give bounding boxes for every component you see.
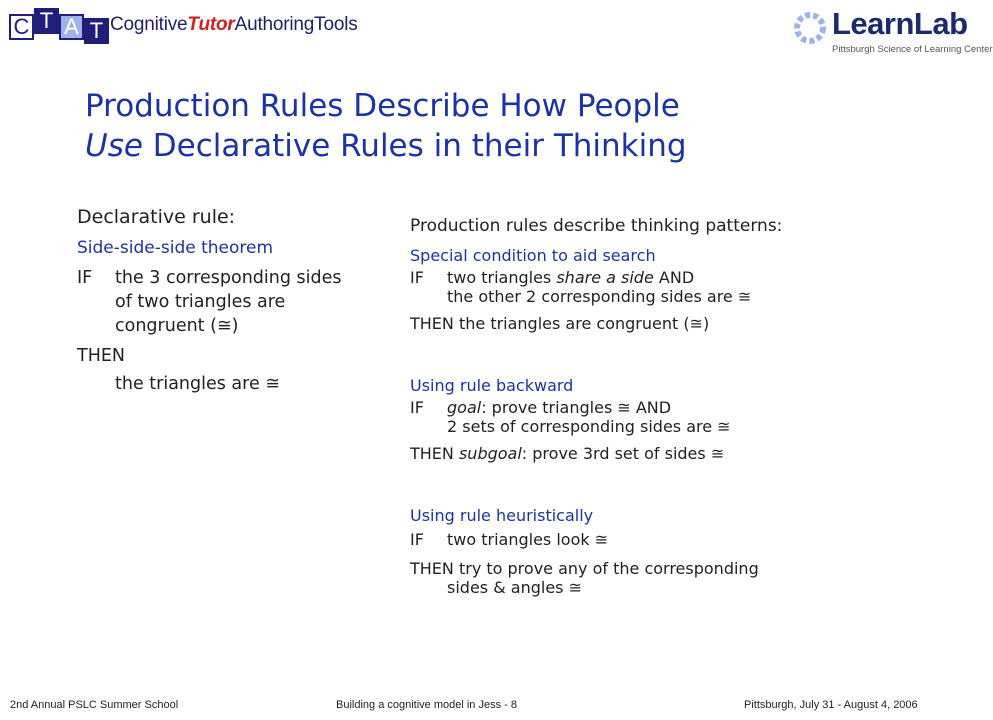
slide-title	[85, 86, 687, 166]
section-2-then-pre: THEN	[410, 444, 459, 463]
declarative-rule-panel	[77, 206, 407, 394]
section-1-then: THEN the triangles are congruent (≅)	[410, 314, 710, 333]
section-2-if-line-2: 2 sets of corresponding sides are ≅	[447, 417, 731, 436]
section-3-label: Using rule heuristically	[410, 506, 594, 525]
rule-name: Side-side-side theorem	[77, 238, 274, 258]
section-special-condition	[410, 246, 751, 333]
section-3-then: THEN try to prove any of the corresponding	[410, 559, 759, 578]
footer-event: 2nd Annual PSLC Summer School	[10, 699, 179, 711]
ctat-brand-text	[110, 14, 358, 36]
declarative-heading: Declarative rule:	[77, 206, 236, 228]
if-condition	[115, 266, 342, 338]
production-rules-heading: Production rules describe thinking patterns:	[410, 216, 783, 236]
learnlab-logo	[790, 6, 993, 64]
brand-authoring-tools: AuthoringTools	[234, 14, 358, 35]
if-condition-line-2: of two triangles are	[115, 292, 286, 312]
section-1-if-em: share a side	[556, 268, 654, 287]
section-2-if-kw: IF	[410, 398, 424, 417]
section-1-if-line-2: the other 2 corresponding sides are ≅	[447, 287, 752, 306]
title-line-1: Production Rules Describe How People	[85, 88, 680, 124]
brand-tutor: Tutor	[187, 14, 235, 35]
declarative-if-clause	[77, 266, 407, 338]
section-2-if	[410, 398, 731, 417]
footer-location-date: Pittsburgh, July 31 - August 4, 2006	[744, 699, 918, 711]
section-2-then	[410, 444, 731, 463]
section-1-if-pre: two triangles	[447, 268, 557, 287]
if-condition-line-1: the 3 corresponding sides	[115, 268, 342, 288]
section-2-then-post: : prove 3rd set of sides ≅	[521, 444, 725, 463]
section-heuristic	[410, 506, 759, 597]
title-use-emphasis: Use	[85, 128, 143, 164]
section-1-if-post: AND	[653, 268, 695, 287]
footer-slide-title: Building a cognitive model in Jess - 8	[336, 699, 517, 711]
section-2-then-em: subgoal	[458, 444, 522, 463]
section-3-if-text: two triangles look ≅	[447, 530, 609, 549]
section-3-if-kw: IF	[410, 530, 424, 549]
ctat-letter-c: C	[9, 14, 34, 40]
section-3-if	[410, 530, 759, 549]
learnlab-subtitle: Pittsburgh Science of Learning Center	[832, 44, 993, 55]
section-1-label: Special condition to aid search	[410, 246, 656, 265]
then-keyword: THEN	[77, 346, 125, 366]
brand-cognitive: Cognitive	[110, 14, 188, 35]
ctat-letter-t2: T	[84, 18, 109, 44]
section-1-if-kw: IF	[410, 268, 424, 287]
section-2-if-post: : prove triangles ≅ AND	[481, 398, 672, 417]
if-condition-line-3: congruent (≅)	[115, 316, 239, 336]
section-2-if-em: goal	[447, 398, 482, 417]
section-2-label: Using rule backward	[410, 376, 574, 395]
ctat-letter-a: A	[59, 14, 84, 40]
ctat-letter-t: T	[34, 8, 59, 34]
section-backward	[410, 376, 731, 463]
section-1-if	[410, 268, 751, 287]
title-line-2-rest: Declarative Rules in their Thinking	[142, 128, 687, 164]
section-3-then-line-2: sides & angles ≅	[447, 578, 582, 597]
title-line-2	[85, 126, 687, 166]
then-conclusion: the triangles are ≅	[115, 374, 280, 394]
learnlab-wordmark: LearnLab	[832, 6, 968, 41]
if-keyword: IF	[77, 268, 93, 288]
learnlab-gear-icon	[790, 10, 830, 46]
